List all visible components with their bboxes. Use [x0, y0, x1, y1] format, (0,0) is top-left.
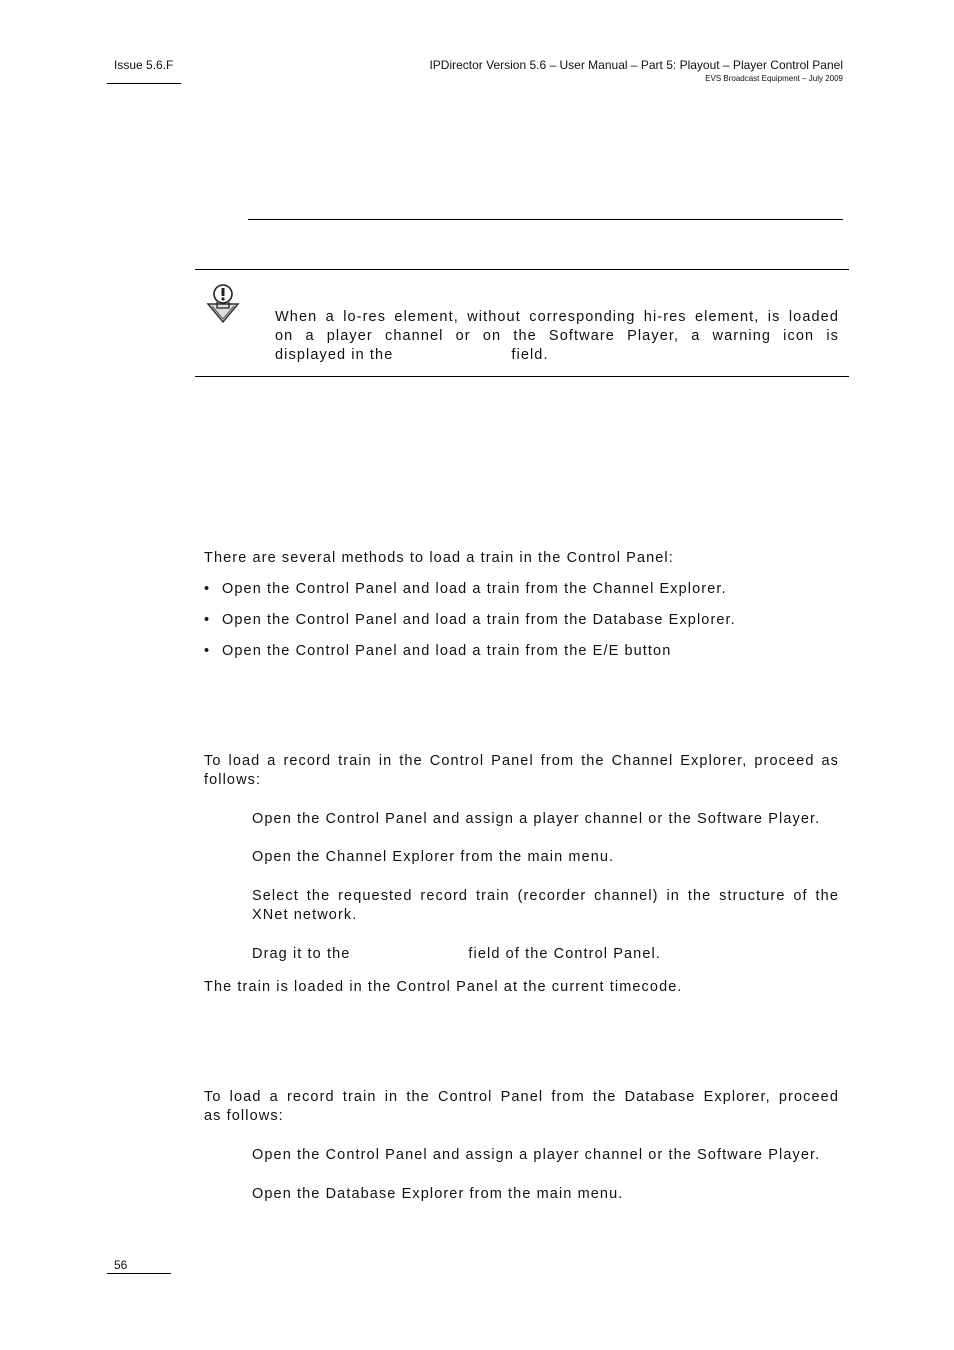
note-icon: [205, 282, 241, 324]
bullet-item: • Open the Control Panel and load a train from the Database Explorer.: [204, 612, 736, 628]
step-item: Open the Channel Explorer from the main menu.: [252, 849, 615, 865]
step-item: [252, 887, 839, 925]
note-line: When a lo-res element, without corresponding hi-res element, is loaded: [275, 309, 839, 325]
section-rule: [248, 219, 843, 220]
bullet-item: • Open the Control Panel and load a train from the Channel Explorer.: [204, 581, 727, 597]
bullet-item: • Open the Control Panel and load a train from the E/E button: [204, 643, 672, 659]
document-subtitle: EVS Broadcast Equipment – July 2009: [705, 74, 843, 83]
page-number: 56: [114, 1258, 128, 1272]
paragraph-line: To load a record train in the Control Panel from the Database Explorer, proceed: [204, 1089, 839, 1105]
note-line-part: field.: [511, 347, 549, 363]
step-item: Open the Control Panel and assign a player channel or the Software Player.: [252, 811, 821, 827]
header-divider: [107, 83, 181, 84]
footer-divider: [107, 1273, 171, 1274]
paragraph-line: as follows:: [204, 1108, 284, 1124]
note-bottom-border: [195, 376, 849, 377]
channel-explorer-intro: [204, 752, 839, 790]
note-text: [275, 308, 839, 365]
step-item: Open the Database Explorer from the main menu.: [252, 1186, 624, 1202]
step-item: Open the Control Panel and assign a player channel or the Software Player.: [252, 1147, 821, 1163]
note-top-border: [195, 269, 849, 270]
result-text: The train is loaded in the Control Panel at the current timecode.: [204, 979, 683, 995]
step-line: XNet network.: [252, 907, 358, 923]
paragraph-line: follows:: [204, 772, 262, 788]
document-title: IPDirector Version 5.6 – User Manual – Part 5: Playout – Player Control Panel: [429, 58, 843, 72]
paragraph-line: To load a record train in the Control Panel from the Channel Explorer, proceed as: [204, 753, 839, 769]
note-line-part: displayed in the: [275, 347, 394, 363]
step-item: Drag it to the field of the Control Panel.: [252, 946, 661, 962]
note-line: [275, 346, 839, 365]
methods-intro: There are several methods to load a train in the Control Panel:: [204, 550, 674, 566]
note-line: on a player channel or on the Software Player, a warning icon is: [275, 328, 839, 344]
issue-label: Issue 5.6.F: [114, 58, 174, 72]
database-explorer-intro: [204, 1088, 839, 1126]
step-line: Select the requested record train (recorder channel) in the structure of the: [252, 888, 839, 904]
